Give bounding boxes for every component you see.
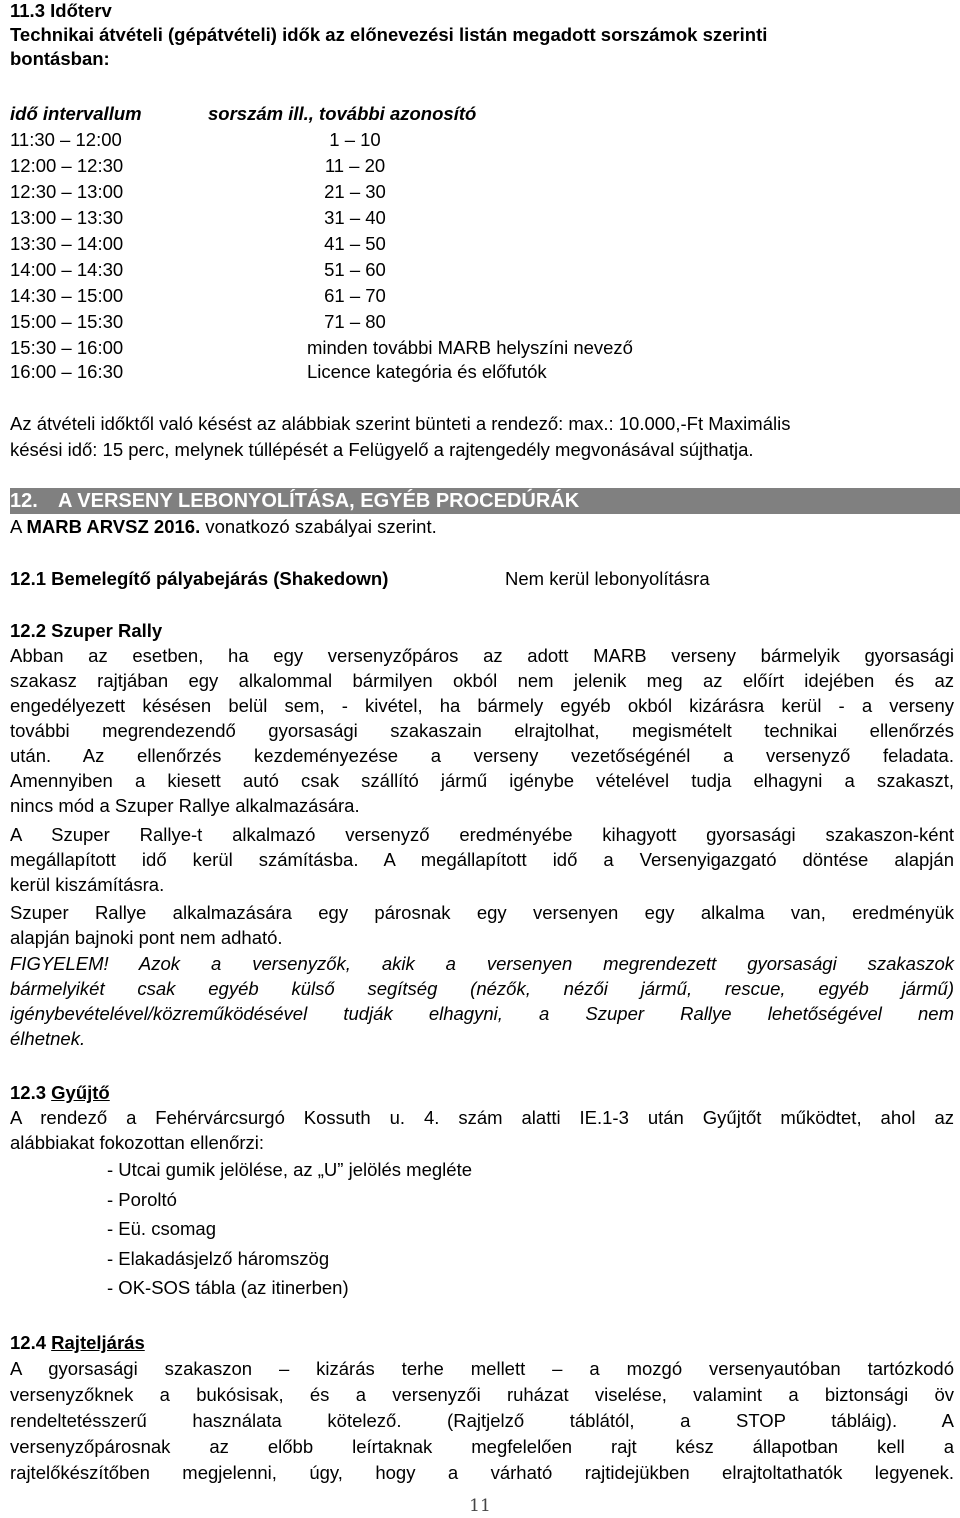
late-penalty-note-line1: Az átvételi időktől való késést az alábbiak szerint bünteti a rendező: max.: 10.000,-Ft Maximális (10, 413, 791, 434)
start-procedure-line: rajtelőkészítőben megjelenni, úgy, hogy a várható rajtidejükben elrajtoltathatók legyenek. (10, 1462, 954, 1483)
section-12-4-number: 12.4 (10, 1332, 52, 1353)
super-rally-line: engedélyezett késésen belül sem, - kivétel, ha bármely egyéb okból kizárásra kerül - a verseny (10, 695, 954, 716)
rules-reference: MARB ARVSZ 2016. (26, 516, 201, 537)
checklist-item: - Utcai gumik jelölése, az „U” jelölés megléte (107, 1159, 472, 1180)
start-procedure-line: A gyorsasági szakaszon – kizárás terhe mellett – a mozgó versenyautóban tartózkodó (10, 1358, 954, 1379)
schedule-id: 71 – 80 (324, 311, 386, 332)
section-12-4-word: Rajteljárás (51, 1332, 145, 1353)
section-12-1-value: Nem kerül lebonyolításra (505, 568, 710, 589)
schedule-time: 11:30 – 12:00 (10, 129, 122, 150)
section-12-title: A VERSENY LEBONYOLÍTÁSA, EGYÉB PROCEDÚRÁK (58, 490, 580, 512)
schedule-time: 13:00 – 13:30 (10, 207, 124, 228)
schedule-time: 14:00 – 14:30 (10, 259, 124, 280)
section-12-3-line2: alábbiakat fokozottan ellenőrzi: (10, 1132, 265, 1153)
super-rally-warning-line: élhetnek. (10, 1028, 86, 1049)
super-rally-warning-line: bármelyikét csak egyéb külső segítség (nézők, nézői jármű, rescue, egyéb jármű) (10, 978, 954, 999)
schedule-time: 15:30 – 16:00 (10, 337, 124, 358)
super-rally-line: megállapított idő kerül számításba. A megállapított idő a Versenyigazgató döntése alapján (10, 849, 954, 870)
schedule-id: 61 – 70 (324, 285, 386, 306)
schedule-id: minden további MARB helyszíni nevező (307, 337, 633, 358)
section-11-3-subtitle-line2: bontásban: (10, 48, 110, 69)
super-rally-line: további megrendezendő gyorsasági szakaszain elrajtolhat, megismételt technikai ellenőrzés (10, 720, 954, 741)
checklist-item: - OK-SOS tábla (az itinerben) (107, 1277, 349, 1298)
super-rally-line: A Szuper Rallye-t alkalmazó versenyző eredményébe kihagyott gyorsasági szakaszon-ként (10, 824, 954, 845)
section-11-3-subtitle-line1: Technikai átvételi (gépátvételi) idők az előnevezési listán megadott sorszámok szerinti (10, 24, 768, 45)
section-12-1-title: 12.1 Bemelegítő pályabejárás (Shakedown) (10, 568, 389, 589)
schedule-time: 16:00 – 16:30 (10, 361, 124, 382)
page-number: 11 (469, 1496, 491, 1516)
schedule-time: 15:00 – 15:30 (10, 311, 124, 332)
section-12-number: 12. (10, 490, 38, 512)
section-12-3-title (10, 1080, 110, 1106)
section-11-3-title: 11.3 Időterv (10, 0, 112, 21)
schedule-time: 12:00 – 12:30 (10, 155, 124, 176)
schedule-time: 13:30 – 14:00 (10, 233, 124, 254)
section-12-3-line1: A rendező a Fehérvárcsurgó Kossuth u. 4. szám alatti IE.1-3 után Gyűjtőt működtet, ahol az (10, 1107, 954, 1128)
super-rally-line: Szuper Rallye alkalmazására egy párosnak egy versenyen egy alkalma van, eredményük (10, 902, 954, 923)
section-12-3-word: Gyűjtő (51, 1082, 110, 1103)
rules-rest: vonatkozó szabályai szerint. (200, 516, 437, 537)
schedule-id: 51 – 60 (324, 259, 386, 280)
schedule-time: 12:30 – 13:00 (10, 181, 124, 202)
section-12-heading-bar (10, 488, 960, 514)
schedule-time: 14:30 – 15:00 (10, 285, 124, 306)
super-rally-line: szakasz rajtjában egy alkalommal bármilyen okból nem jelenik meg az előírt idejében és az (10, 670, 954, 691)
checklist-item: - Elakadásjelző háromszög (107, 1248, 330, 1269)
section-12-4-title (10, 1330, 145, 1356)
super-rally-line: Abban az esetben, ha egy versenyzőpáros az adott MARB verseny bármelyik gyorsasági (10, 645, 954, 666)
schedule-id: 41 – 50 (324, 233, 386, 254)
super-rally-line: után. Az ellenőrzés kezdeményezése a verseny vezetőségénél a versenyző feladata. (10, 745, 954, 766)
super-rally-line: Amennyiben a kiesett autó csak szállító jármű igénybe vételével tudja elhagyni a szakaszt, (10, 770, 954, 791)
section-12-3-number: 12.3 (10, 1082, 52, 1103)
start-procedure-line: versenyzőpárosnak az előbb leírtaknak megfelelően rajt kész állapotban kell a (10, 1436, 954, 1457)
column-header-id: sorszám ill., további azonosító (208, 103, 477, 124)
super-rally-line: alapján bajnoki pont nem adható. (10, 927, 283, 948)
section-12-rules-line (10, 514, 437, 540)
schedule-id: 21 – 30 (324, 181, 386, 202)
schedule-id: Licence kategória és előfutók (307, 361, 547, 382)
checklist-item: - Poroltó (107, 1189, 177, 1210)
start-procedure-line: rendeltetésszerű használata kötelező. (Rajtjelző táblától, a STOP tábláig). A (10, 1410, 954, 1431)
super-rally-warning-line: igénybevételével/közreműködésével tudják elhagyni, a Szuper Rallye lehetőségével nem (10, 1003, 954, 1024)
checklist-item: - Eü. csomag (107, 1218, 216, 1239)
rules-prefix: A (10, 516, 27, 537)
schedule-id: 11 – 20 (324, 155, 386, 176)
schedule-id: 31 – 40 (324, 207, 386, 228)
start-procedure-line: versenyzőknek a bukósisak, és a versenyzői ruházat viselése, valamint a biztonsági öv (10, 1384, 954, 1405)
late-penalty-note-line2: késési idő: 15 perc, melynek túllépését a Felügyelő a rajtengedély megvonásával sújthatja. (10, 439, 754, 460)
schedule-id: 1 – 10 (329, 129, 381, 150)
super-rally-line: nincs mód a Szuper Rallye alkalmazására. (10, 795, 360, 816)
section-12-2-title: 12.2 Szuper Rally (10, 620, 163, 641)
super-rally-line: kerül kiszámításra. (10, 874, 165, 895)
super-rally-warning-line: FIGYELEM! Azok a versenyzők, akik a versenyen megrendezett gyorsasági szakaszok (10, 953, 954, 974)
column-header-time: idő intervallum (10, 103, 142, 124)
